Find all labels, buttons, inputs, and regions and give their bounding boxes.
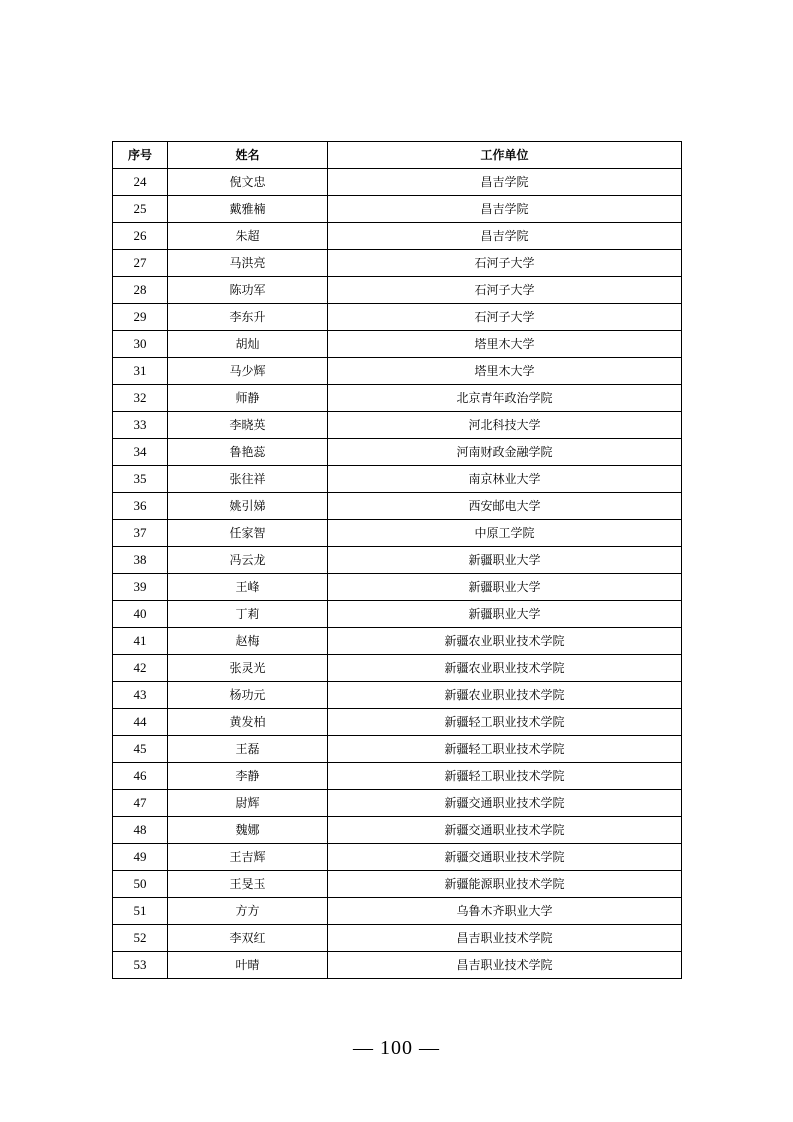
- header-name: 姓名: [168, 142, 328, 169]
- row-name-cell: 尉辉: [168, 790, 328, 817]
- row-unit-cell: 新疆农业职业技术学院: [328, 628, 682, 655]
- row-name-cell: 鲁艳蕊: [168, 439, 328, 466]
- row-unit-cell: 昌吉学院: [328, 223, 682, 250]
- table-row: [113, 871, 682, 898]
- table-row: [113, 223, 682, 250]
- table-row: [113, 628, 682, 655]
- table-row: [113, 493, 682, 520]
- row-name-cell: 张往祥: [168, 466, 328, 493]
- row-unit-cell: 新疆交通职业技术学院: [328, 790, 682, 817]
- table-row: [113, 817, 682, 844]
- row-index-cell: 32: [113, 385, 168, 412]
- row-name-cell: 朱超: [168, 223, 328, 250]
- row-index-cell: 51: [113, 898, 168, 925]
- row-name-cell: 李双红: [168, 925, 328, 952]
- row-index-cell: 24: [113, 169, 168, 196]
- row-name-cell: 马洪亮: [168, 250, 328, 277]
- row-unit-cell: 昌吉学院: [328, 196, 682, 223]
- row-index-cell: 50: [113, 871, 168, 898]
- row-name-cell: 叶晴: [168, 952, 328, 979]
- table-row: [113, 385, 682, 412]
- row-unit-cell: 昌吉职业技术学院: [328, 925, 682, 952]
- row-index-cell: 44: [113, 709, 168, 736]
- row-index-cell: 35: [113, 466, 168, 493]
- table-row: [113, 952, 682, 979]
- row-index-cell: 31: [113, 358, 168, 385]
- row-name-cell: 杨功元: [168, 682, 328, 709]
- row-index-cell: 34: [113, 439, 168, 466]
- page-number: — 100 —: [353, 1037, 440, 1059]
- row-name-cell: 马少辉: [168, 358, 328, 385]
- row-unit-cell: 塔里木大学: [328, 358, 682, 385]
- table-row: [113, 844, 682, 871]
- row-name-cell: 冯云龙: [168, 547, 328, 574]
- row-index-cell: 53: [113, 952, 168, 979]
- table-row: [113, 331, 682, 358]
- row-index-cell: 29: [113, 304, 168, 331]
- table-row: [113, 277, 682, 304]
- row-index-cell: 41: [113, 628, 168, 655]
- row-unit-cell: 新疆轻工职业技术学院: [328, 763, 682, 790]
- row-unit-cell: 石河子大学: [328, 277, 682, 304]
- table-row: [113, 709, 682, 736]
- row-unit-cell: 河南财政金融学院: [328, 439, 682, 466]
- row-name-cell: 戴雅楠: [168, 196, 328, 223]
- row-name-cell: 李晓英: [168, 412, 328, 439]
- row-index-cell: 48: [113, 817, 168, 844]
- row-unit-cell: 新疆轻工职业技术学院: [328, 736, 682, 763]
- row-index-cell: 30: [113, 331, 168, 358]
- row-index-cell: 46: [113, 763, 168, 790]
- row-name-cell: 张灵光: [168, 655, 328, 682]
- row-name-cell: 王磊: [168, 736, 328, 763]
- row-unit-cell: 新疆职业大学: [328, 547, 682, 574]
- row-unit-cell: 昌吉学院: [328, 169, 682, 196]
- row-unit-cell: 河北科技大学: [328, 412, 682, 439]
- row-index-cell: 47: [113, 790, 168, 817]
- row-name-cell: 陈功军: [168, 277, 328, 304]
- row-unit-cell: 新疆交通职业技术学院: [328, 817, 682, 844]
- row-unit-cell: 新疆农业职业技术学院: [328, 655, 682, 682]
- table-row: [113, 439, 682, 466]
- header-index: 序号: [113, 142, 168, 169]
- row-index-cell: 39: [113, 574, 168, 601]
- row-unit-cell: 塔里木大学: [328, 331, 682, 358]
- row-unit-cell: 乌鲁木齐职业大学: [328, 898, 682, 925]
- row-index-cell: 28: [113, 277, 168, 304]
- table-row: [113, 466, 682, 493]
- roster-table: [112, 141, 682, 979]
- row-name-cell: 倪文忠: [168, 169, 328, 196]
- table-row: [113, 304, 682, 331]
- row-name-cell: 方方: [168, 898, 328, 925]
- row-name-cell: 胡灿: [168, 331, 328, 358]
- row-name-cell: 李静: [168, 763, 328, 790]
- row-name-cell: 魏娜: [168, 817, 328, 844]
- table-row: [113, 601, 682, 628]
- table-row: [113, 520, 682, 547]
- row-unit-cell: 南京林业大学: [328, 466, 682, 493]
- row-index-cell: 25: [113, 196, 168, 223]
- row-unit-cell: 昌吉职业技术学院: [328, 952, 682, 979]
- row-unit-cell: 新疆职业大学: [328, 601, 682, 628]
- row-unit-cell: 新疆交通职业技术学院: [328, 844, 682, 871]
- row-unit-cell: 西安邮电大学: [328, 493, 682, 520]
- row-index-cell: 40: [113, 601, 168, 628]
- row-name-cell: 黄发柏: [168, 709, 328, 736]
- table-row: [113, 358, 682, 385]
- row-unit-cell: 新疆职业大学: [328, 574, 682, 601]
- row-name-cell: 任家智: [168, 520, 328, 547]
- row-name-cell: 赵梅: [168, 628, 328, 655]
- table-row: [113, 412, 682, 439]
- row-unit-cell: 石河子大学: [328, 250, 682, 277]
- table-row: [113, 655, 682, 682]
- table-row: [113, 925, 682, 952]
- row-name-cell: 王峰: [168, 574, 328, 601]
- row-unit-cell: 新疆农业职业技术学院: [328, 682, 682, 709]
- header-unit: 工作单位: [328, 142, 682, 169]
- table-row: [113, 250, 682, 277]
- table-header-row: [113, 142, 682, 169]
- row-unit-cell: 中原工学院: [328, 520, 682, 547]
- table-row: [113, 169, 682, 196]
- table-row: [113, 682, 682, 709]
- row-index-cell: 38: [113, 547, 168, 574]
- row-index-cell: 37: [113, 520, 168, 547]
- row-index-cell: 45: [113, 736, 168, 763]
- row-name-cell: 王旻玉: [168, 871, 328, 898]
- row-index-cell: 49: [113, 844, 168, 871]
- row-index-cell: 33: [113, 412, 168, 439]
- table-row: [113, 790, 682, 817]
- row-unit-cell: 北京青年政治学院: [328, 385, 682, 412]
- table-row: [113, 898, 682, 925]
- row-name-cell: 丁莉: [168, 601, 328, 628]
- row-unit-cell: 新疆能源职业技术学院: [328, 871, 682, 898]
- row-index-cell: 27: [113, 250, 168, 277]
- row-index-cell: 52: [113, 925, 168, 952]
- row-unit-cell: 石河子大学: [328, 304, 682, 331]
- row-name-cell: 李东升: [168, 304, 328, 331]
- row-index-cell: 26: [113, 223, 168, 250]
- table-row: [113, 736, 682, 763]
- table-row: [113, 547, 682, 574]
- row-name-cell: 师静: [168, 385, 328, 412]
- table-row: [113, 763, 682, 790]
- row-index-cell: 43: [113, 682, 168, 709]
- row-name-cell: 王吉辉: [168, 844, 328, 871]
- row-index-cell: 36: [113, 493, 168, 520]
- row-index-cell: 42: [113, 655, 168, 682]
- table-row: [113, 574, 682, 601]
- table-body: [113, 169, 682, 979]
- row-unit-cell: 新疆轻工职业技术学院: [328, 709, 682, 736]
- row-name-cell: 姚引娣: [168, 493, 328, 520]
- table-row: [113, 196, 682, 223]
